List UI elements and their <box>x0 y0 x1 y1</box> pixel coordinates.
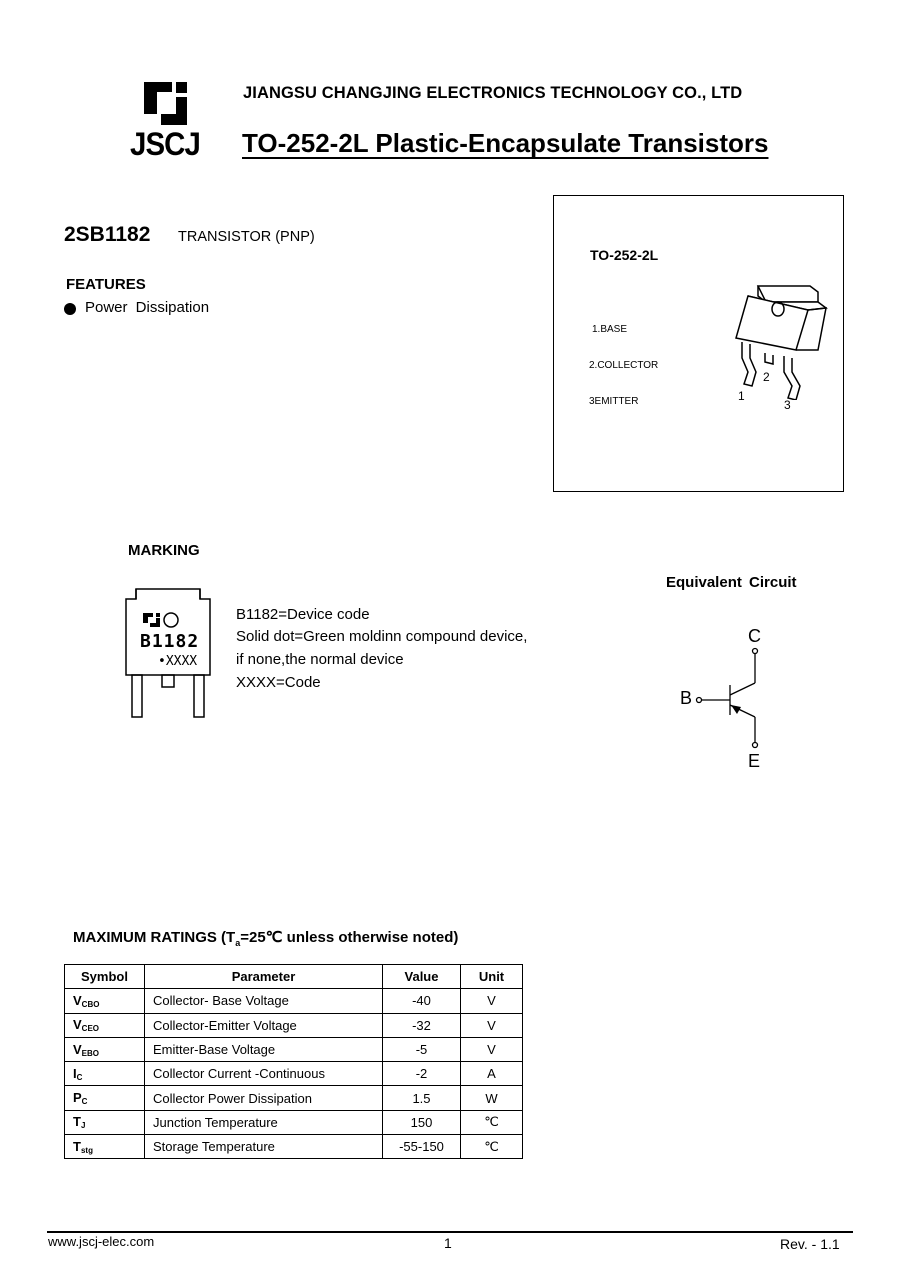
revision: Rev. - 1.1 <box>780 1236 840 1252</box>
parameter-cell: Collector Current -Continuous <box>145 1062 383 1086</box>
table-row <box>65 1086 523 1110</box>
marking-heading: MARKING <box>128 542 200 559</box>
unit-cell: V <box>461 1013 523 1037</box>
value-cell: 1.5 <box>383 1086 461 1110</box>
symbol-cell: $P_C$ <box>65 1086 145 1110</box>
company-logo <box>128 80 200 162</box>
marking-chip-drawing <box>122 585 214 721</box>
value-cell: -2 <box>383 1062 461 1086</box>
marking-chip-code: B1182 <box>140 631 200 652</box>
footer-url[interactable]: www.jscj-elec.com <box>48 1234 155 1249</box>
table-row <box>65 1037 523 1061</box>
table-row <box>65 1110 523 1134</box>
max-ratings-table <box>64 964 523 1159</box>
column-header: Symbol <box>65 965 145 989</box>
table-row <box>65 989 523 1013</box>
symbol-cell: $V_{CBO}$ <box>65 989 145 1013</box>
parameter-cell: Junction Temperature <box>145 1110 383 1134</box>
features-heading: FEATURES <box>66 276 146 293</box>
column-header: Unit <box>461 965 523 989</box>
symbol-cell: $T_J$ <box>65 1110 145 1134</box>
column-header: Value <box>383 965 461 989</box>
unit-cell: ℃ <box>461 1135 523 1159</box>
to252-package-drawing <box>728 280 828 400</box>
unit-cell: V <box>461 989 523 1013</box>
pin-label-collector: 2.COLLECTOR <box>589 360 659 371</box>
value-cell: -55-150 <box>383 1135 461 1159</box>
logo-text: JSCJ <box>130 126 200 162</box>
parameter-cell: Storage Temperature <box>145 1135 383 1159</box>
document-title: TO-252-2L Plastic-Encapsulate Transistors <box>242 128 769 158</box>
table-row <box>65 1062 523 1086</box>
symbol-cell: $V_{EBO}$ <box>65 1037 145 1061</box>
company-name: JIANGSU CHANGJING ELECTRONICS TECHNOLOGY CO., LTD <box>243 84 743 102</box>
ratings-heading: MAXIMUM RATINGS ($T_a=25℃$ unless otherwise noted) <box>73 929 459 948</box>
symbol-cell: $I_C$ <box>65 1062 145 1086</box>
parameter-cell: Collector Power Dissipation <box>145 1086 383 1110</box>
table-row <box>65 1013 523 1037</box>
page-number: 1 <box>444 1235 452 1251</box>
column-header: Parameter <box>145 965 383 989</box>
symbol-cell: $T_{stg}$ <box>65 1135 145 1159</box>
footer-divider <box>47 1231 853 1233</box>
part-number: 2SB1182 <box>64 223 151 246</box>
unit-cell: ℃ <box>461 1110 523 1134</box>
value-cell: -40 <box>383 989 461 1013</box>
value-cell: -5 <box>383 1037 461 1061</box>
pin-label-base: 1.BASE <box>592 324 628 335</box>
marking-line: if none,the normal device <box>236 651 404 668</box>
unit-cell: A <box>461 1062 523 1086</box>
marking-chip-sub: •XXXX <box>158 654 198 669</box>
marking-line: B1182=Device code <box>236 606 370 623</box>
equivalent-circuit-heading: Equivalent Circuit <box>666 574 797 591</box>
parameter-cell: Emitter-Base Voltage <box>145 1037 383 1061</box>
value-cell: -32 <box>383 1013 461 1037</box>
package-name: TO-252-2L <box>590 247 659 263</box>
pin-number-3: 3 <box>784 398 791 412</box>
circuit-label-base: B <box>680 688 693 708</box>
marking-line: XXXX=Code <box>236 674 321 691</box>
circuit-label-emitter: E <box>748 751 761 771</box>
table-header-row <box>65 965 523 989</box>
symbol-cell: $V_{CEO}$ <box>65 1013 145 1037</box>
circuit-label-collector: C <box>748 626 761 646</box>
pin-number-1: 1 <box>738 389 745 403</box>
unit-cell: W <box>461 1086 523 1110</box>
parameter-cell: Collector- Base Voltage <box>145 989 383 1013</box>
unit-cell: V <box>461 1037 523 1061</box>
marking-line: Solid dot=Green moldinn compound device, <box>236 628 528 645</box>
feature-item: Power Dissipation <box>85 299 210 316</box>
part-type: TRANSISTOR (PNP) <box>178 229 315 245</box>
pin-label-emitter: 3EMITTER <box>589 396 639 407</box>
pnp-transistor-symbol <box>690 645 770 755</box>
bullet-icon <box>64 303 76 315</box>
table-row <box>65 1135 523 1159</box>
pin-number-2: 2 <box>763 370 770 384</box>
parameter-cell: Collector-Emitter Voltage <box>145 1013 383 1037</box>
value-cell: 150 <box>383 1110 461 1134</box>
